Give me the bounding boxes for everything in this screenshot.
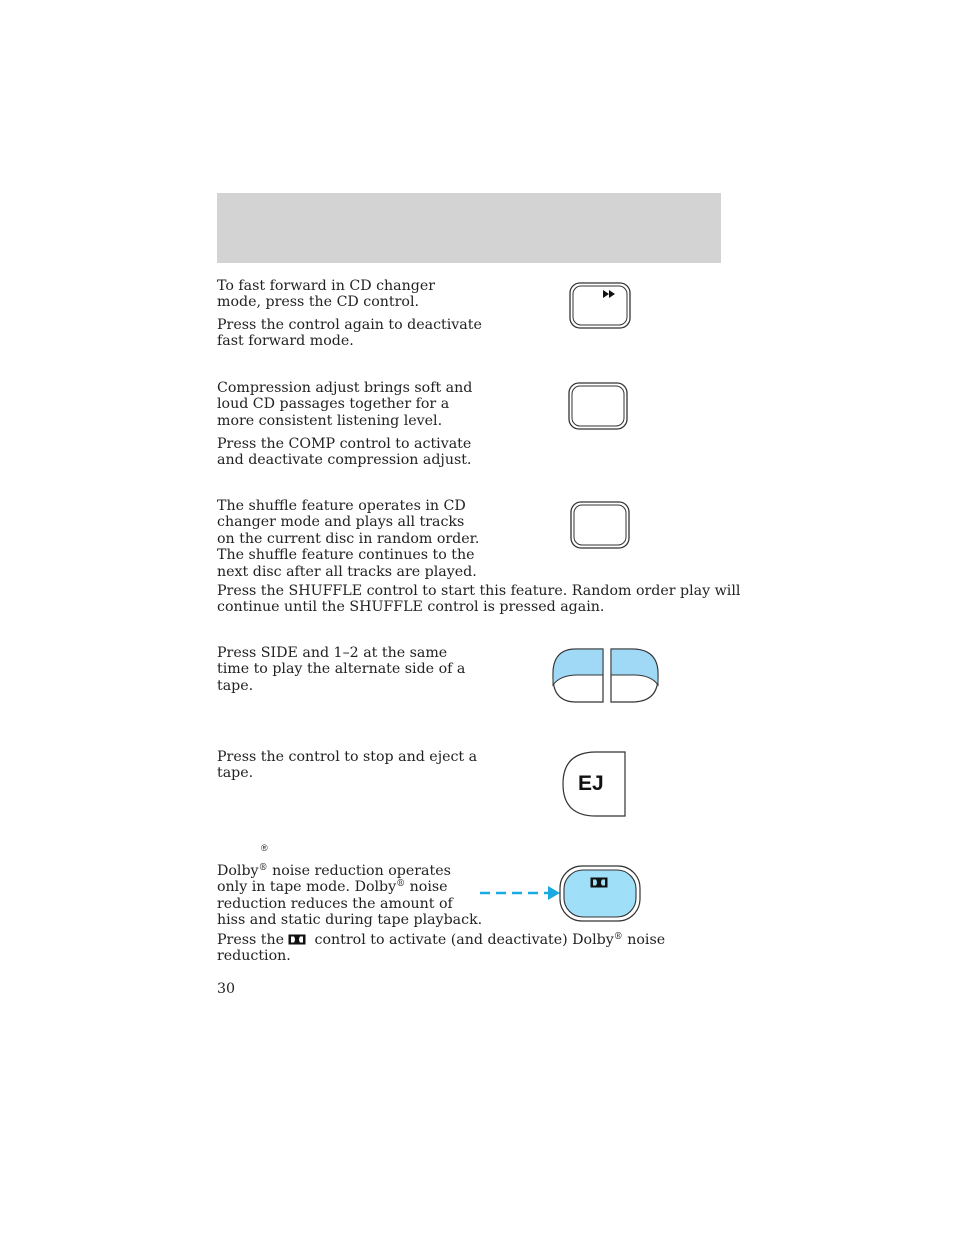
side-text: Press SIDE and 1–2 at the same time to play the alternate side of a tape. [217, 645, 466, 694]
header-band [217, 193, 721, 263]
dolby-heading-mark: ® [261, 843, 268, 853]
dolby-text-1: Dolby® noise reduction operates only in tape mode. Dolby® noise reduction reduces the amount of hiss and static during tape playback. [217, 863, 483, 929]
shuffle-text-1: The shuffle feature operates in CD changer mode and plays all tracks on the current disc in random order. The shuffle feature continues to the next disc after all tracks are played. [217, 498, 480, 580]
side-buttons [550, 647, 662, 705]
side-button[interactable] [553, 649, 603, 702]
fast-forward-icon [603, 290, 615, 298]
dolby-nr-icon [591, 878, 608, 888]
comp-button[interactable] [566, 381, 631, 433]
fast-forward-button[interactable] [568, 281, 633, 331]
shuffle-text-2: Press the SHUFFLE control to start this feature. Random order play will continue until the SHUFFLE control is pressed again. [217, 583, 741, 616]
dolby-nr-inline-icon [288, 934, 306, 945]
eject-text: Press the control to stop and eject a tape. [217, 749, 478, 782]
dolby-text-2: Press the control to activate (and deactivate) Dolby® noise reduction. [217, 932, 666, 965]
dolby-figure [478, 862, 644, 926]
eject-label: EJ [578, 772, 604, 795]
ff-text-2: Press the control again to deactivate fast forward mode. [217, 317, 482, 350]
comp-text-1: Compression adjust brings soft and loud CD passages together for a more consistent listening level. [217, 380, 473, 429]
comp-text-2: Press the COMP control to activate and deactivate compression adjust. [217, 436, 472, 469]
dolby-nr-button[interactable] [560, 866, 640, 921]
tape-1-2-button[interactable] [611, 649, 658, 702]
shuffle-button[interactable] [568, 500, 633, 552]
page-number: 30 [217, 981, 236, 997]
ff-text-1: To fast forward in CD changer mode, press the CD control. [217, 278, 436, 311]
pointer-arrow [480, 886, 560, 900]
eject-button[interactable] [561, 751, 627, 818]
